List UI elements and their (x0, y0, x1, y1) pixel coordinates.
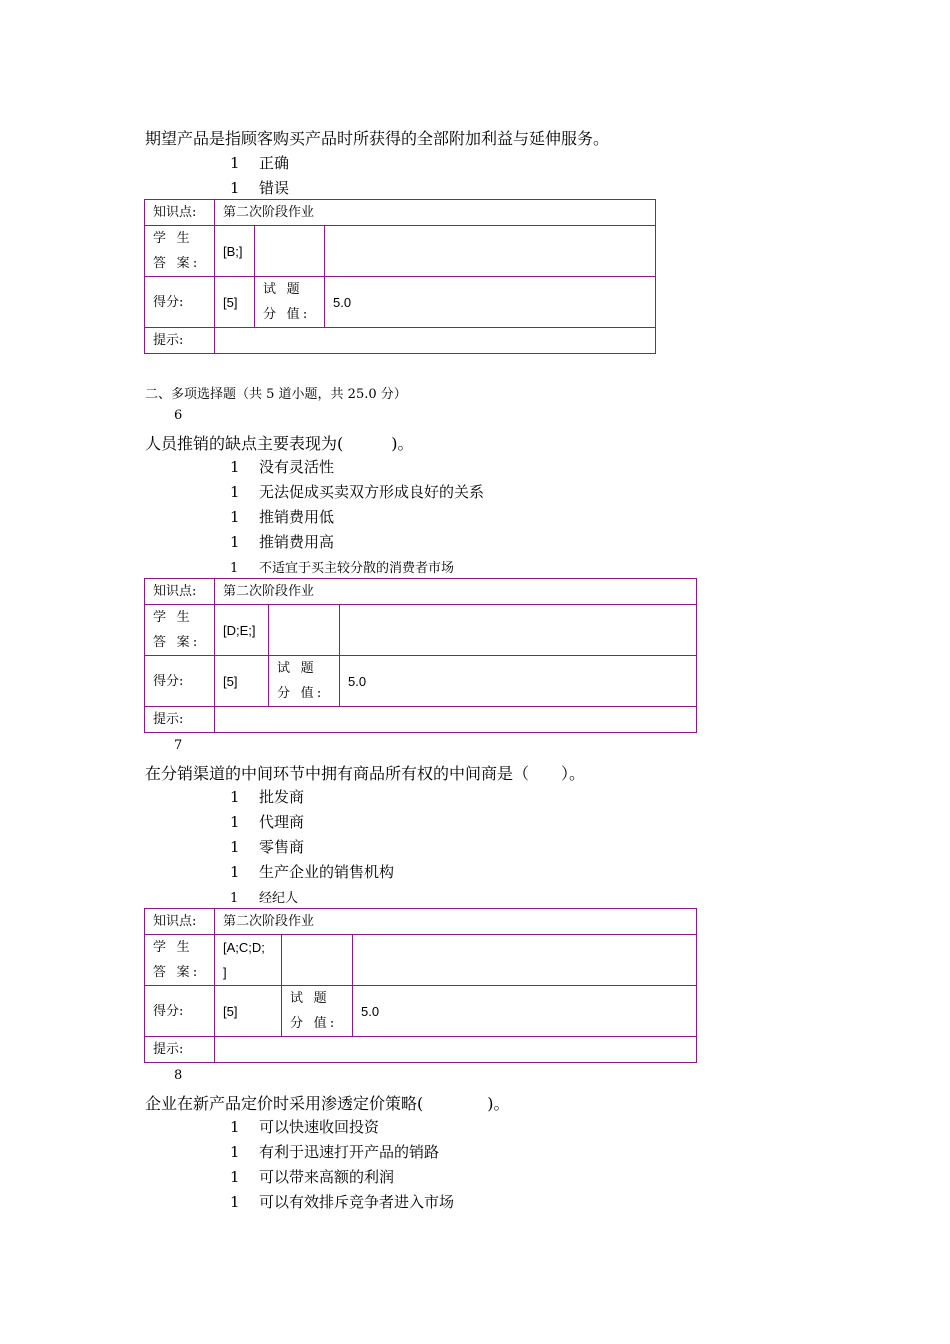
section-title: 二、多项选择题（共 5 道小题，共 25.0 分） (145, 387, 407, 402)
score-label: 得分: (145, 277, 215, 328)
knowledge-label: 知识点: (145, 200, 215, 226)
student-answer: [D;E;] (215, 605, 269, 656)
points-value: 5.0 (353, 986, 697, 1037)
answer-info-table (144, 199, 656, 354)
option-item[interactable]: 1 生产企业的销售机构 (230, 863, 395, 881)
answer-info-table (144, 908, 697, 1063)
question-text: 企业在新产品定价时采用渗透定价策略( )。 (145, 1094, 510, 1113)
hint-label: 提示: (145, 328, 215, 354)
option-item[interactable]: 1 推销费用高 (230, 533, 335, 551)
hint-value (215, 328, 656, 354)
answer-label: 学 生 答 案: (145, 605, 215, 656)
option-item[interactable]: 1 经纪人 (230, 891, 299, 906)
score-value: [5] (215, 656, 269, 707)
option-item[interactable]: 1 没有灵活性 (230, 458, 335, 476)
knowledge-value: 第二次阶段作业 (215, 200, 656, 226)
option-item[interactable]: 1 可以有效排斥竞争者进入市场 (230, 1193, 455, 1211)
knowledge-label: 知识点: (145, 579, 215, 605)
score-label: 得分: (145, 656, 215, 707)
option-item[interactable]: 1 批发商 (230, 788, 305, 806)
points-value: 5.0 (340, 656, 697, 707)
question-text: 人员推销的缺点主要表现为( )。 (145, 434, 414, 453)
question-number: 7 (174, 738, 183, 753)
question-text: 期望产品是指顾客购买产品时所获得的全部附加利益与延伸服务。 (145, 129, 610, 148)
hint-value (215, 707, 697, 733)
points-label: 试 题 分 值: (269, 656, 340, 707)
points-label: 试 题 分 值: (282, 986, 353, 1037)
option-item[interactable]: 1 推销费用低 (230, 508, 335, 526)
knowledge-label: 知识点: (145, 909, 215, 935)
answer-label: 学 生 答 案: (145, 935, 215, 986)
answer-label: 学 生 答 案: (145, 226, 215, 277)
question-number: 8 (174, 1068, 183, 1083)
score-value: [5] (215, 986, 282, 1037)
knowledge-value: 第二次阶段作业 (215, 909, 697, 935)
option-item[interactable]: 1 不适宜于买主较分散的消费者市场 (230, 561, 455, 576)
option-item[interactable]: 1 无法促成买卖双方形成良好的关系 (230, 483, 485, 501)
option-item[interactable]: 1 错误 (230, 179, 290, 197)
hint-label: 提示: (145, 707, 215, 733)
option-item[interactable]: 1 零售商 (230, 838, 305, 856)
score-value: [5] (215, 277, 255, 328)
option-item[interactable]: 1 可以带来高额的利润 (230, 1168, 395, 1186)
hint-value (215, 1037, 697, 1063)
option-item[interactable]: 1 有利于迅速打开产品的销路 (230, 1143, 440, 1161)
answer-info-table (144, 578, 697, 733)
score-label: 得分: (145, 986, 215, 1037)
points-value: 5.0 (325, 277, 656, 328)
student-answer: [A;C;D; ] (215, 935, 282, 986)
points-label: 试 题 分 值: (255, 277, 325, 328)
question-text: 在分销渠道的中间环节中拥有商品所有权的中间商是（ ）。 (145, 764, 586, 783)
option-item[interactable]: 1 代理商 (230, 813, 305, 831)
hint-label: 提示: (145, 1037, 215, 1063)
student-answer: [B;] (215, 226, 255, 277)
option-item[interactable]: 1 可以快速收回投资 (230, 1118, 380, 1136)
option-item[interactable]: 1 正确 (230, 154, 290, 172)
knowledge-value: 第二次阶段作业 (215, 579, 697, 605)
question-number: 6 (174, 408, 183, 423)
